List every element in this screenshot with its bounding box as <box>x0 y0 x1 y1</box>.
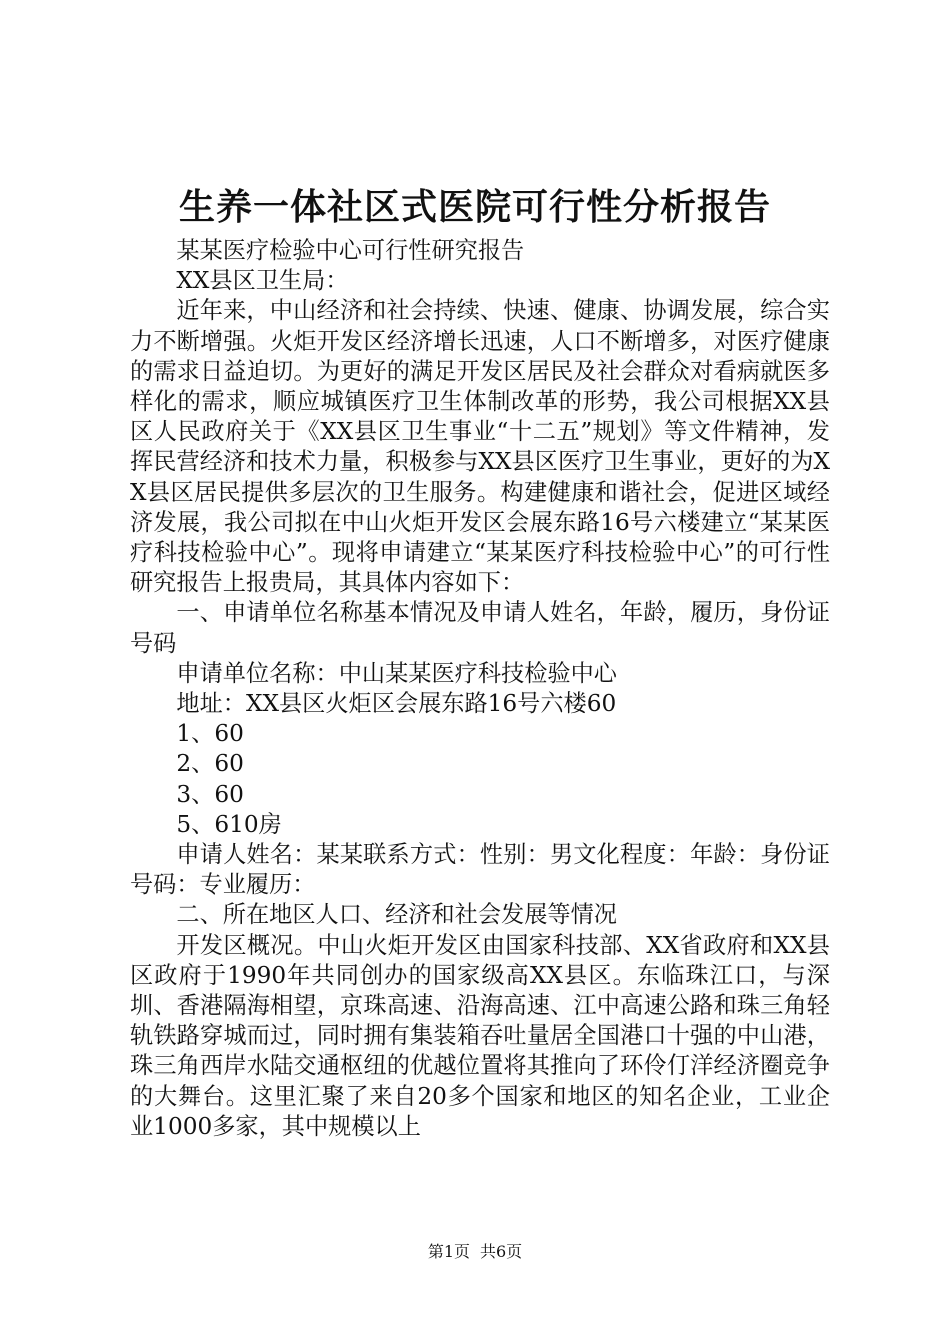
room-item: 5、610房 <box>176 810 282 838</box>
room-item: 1、60 <box>176 720 244 748</box>
applicant-unit-name: 申请单位名称：中山某某医疗科技检验中心 <box>176 659 617 687</box>
section-heading-1: 一、申请单位名称基本情况及申请人姓名，年龄，履历，身份证号码 <box>130 599 830 657</box>
address-line: 地址：XX县区火炬区会展东路16号六楼60 <box>176 690 617 718</box>
section-heading-2: 二、所在地区人口、经济和社会发展等情况 <box>176 901 617 929</box>
zone-overview-paragraph: 开发区概况。中山火炬开发区由国家科技部、XX省政府和XX县区政府于1990年共同创办的国家级高XX县区。东临珠江口，与深圳、香港隔海相望，京珠高速、沿海高速、江中高速公路和珠三角轻轨铁路穿城而过，同时拥有集装箱吞吐量居全国港口十强的中山港，珠三角西岸水陆交通枢纽的优越位置将其推向了环伶仃洋经济圈竞争的大舞台。这里汇聚了来自20多个国家和地区的知名企业，工业企业1000多家，其中规模以上 <box>130 931 830 1140</box>
room-item: 3、60 <box>176 780 244 808</box>
intro-paragraph: 近年来，中山经济和社会持续、快速、健康、协调发展，综合实力不断增强。火炬开发区经济增长迅速，人口不断增多，对医疗健康的需求日益迫切。为更好的满足开发区居民及社会群众对看病就医多样化的需求，顺应城镇医疗卫生体制改革的形势，我公司根据XX县区人民政府关于《XX县区卫生事业“十二五”规划》等文件精神，发挥民营经济和技术力量，积极参与XX县区医疗卫生事业，更好的为XX县区居民提供多层次的卫生服务。构建健康和谐社会，促进区域经济发展，我公司拟在中山火炬开发区会展东路16号六楼建立“某某医疗科技检验中心”。现将申请建立“某某医疗科技检验中心”的可行性研究报告上报贵局，其具体内容如下： <box>130 297 830 597</box>
room-item: 2、60 <box>176 750 244 778</box>
page-total: 共6页 <box>480 1242 523 1261</box>
report-subtitle: 某某医疗检验中心可行性研究报告 <box>176 237 525 264</box>
addressee: XX县区卫生局： <box>176 267 349 295</box>
document-body <box>130 236 830 1142</box>
applicant-info: 申请人姓名：某某联系方式：性别：男文化程度：年龄：身份证号码：专业履历： <box>130 841 830 899</box>
page-number: 第1页 <box>427 1242 470 1261</box>
page-title: 生养一体社区式医院可行性分析报告 <box>178 187 771 228</box>
page-footer <box>0 1241 950 1263</box>
